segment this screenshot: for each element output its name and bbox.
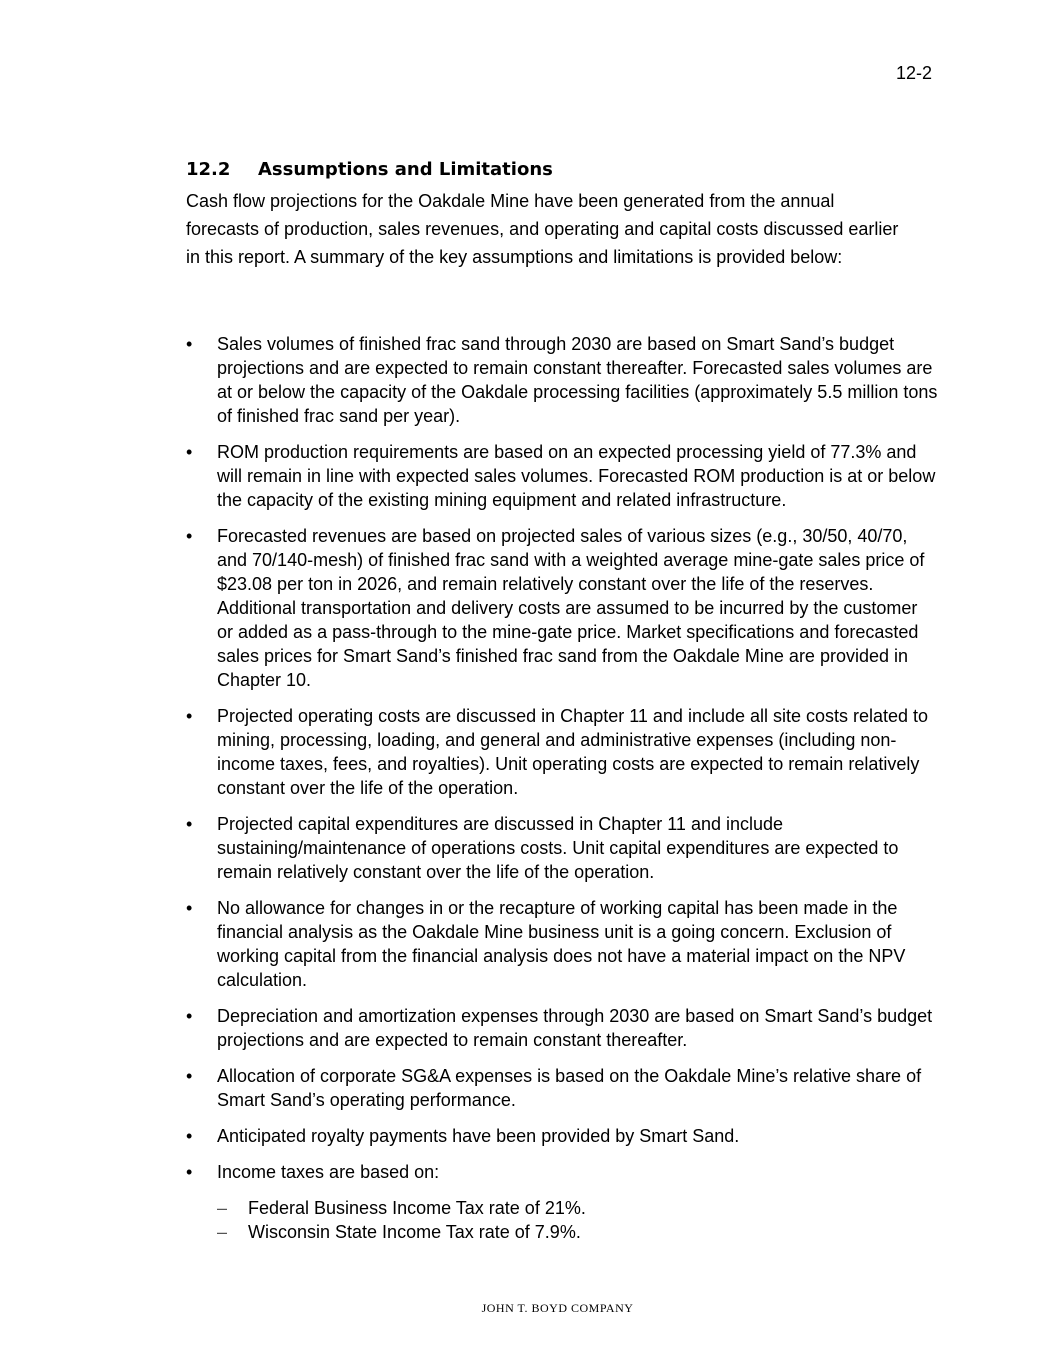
list-item xyxy=(186,524,938,692)
assumptions-list xyxy=(186,332,938,1256)
list-item-text: No allowance for changes in or the recapture of working capital has been made in the financial analysis as the Oakdale Mine business unit is a going concern. Exclusion of working capital from the financial analysis does not have a material impact on the NPV calculation. xyxy=(217,898,906,990)
list-item xyxy=(186,812,938,884)
bullet-icon: • xyxy=(186,814,193,834)
list-item-text: Allocation of corporate SG&A expenses is based on the Oakdale Mine’s relative share of Smart Sand’s operating performance. xyxy=(217,1066,922,1110)
list-item-text: Income taxes are based on: xyxy=(217,1162,440,1182)
list-item xyxy=(186,1064,938,1112)
list-item xyxy=(186,1004,938,1052)
section-number: 12.2 xyxy=(186,159,231,180)
list-item xyxy=(186,1124,938,1148)
section-title: Assumptions and Limitations xyxy=(258,159,553,180)
dash-icon: – xyxy=(217,1222,228,1242)
bullet-icon: • xyxy=(186,706,193,726)
bullet-icon: • xyxy=(186,526,193,546)
list-item xyxy=(186,704,938,800)
income-tax-sublist xyxy=(217,1196,938,1244)
bullet-icon: • xyxy=(186,1006,193,1026)
intro-paragraph: Cash flow projections for the Oakdale Mine have been generated from the annual forecasts of production, sales revenues, and operating and capital costs discussed earlier in this report. A summary of the key assumptions and limitations is provided below: xyxy=(186,191,899,267)
list-item xyxy=(186,896,938,992)
list-item-text: ROM production requirements are based on an expected processing yield of 77.3% and will remain in line with expected sales volumes. Forecasted ROM production is at or below the capacity of the existing mining equipment and related infrastructure. xyxy=(217,442,936,510)
bullet-icon: • xyxy=(186,1066,193,1086)
bullet-icon: • xyxy=(186,442,193,462)
section-heading xyxy=(186,159,553,181)
list-item xyxy=(186,332,938,428)
list-item xyxy=(186,440,938,512)
list-item-text: Sales volumes of finished frac sand through 2030 are based on Smart Sand’s budget projections and are expected to remain constant thereafter. Forecasted sales volumes are at or below the capacity of the Oakdale processing facilities (approximately 5.5 million tons of finished frac sand per year). xyxy=(217,334,938,426)
list-item-text: Anticipated royalty payments have been provided by Smart Sand. xyxy=(217,1126,740,1146)
bullet-icon: • xyxy=(186,898,193,918)
list-item-text: Depreciation and amortization expenses through 2030 are based on Smart Sand’s budget projections and are expected to remain constant thereafter. xyxy=(217,1006,933,1050)
footer-company: JOHN T. BOYD COMPANY xyxy=(481,1301,634,1315)
list-item xyxy=(186,1160,938,1244)
page-number: 12-2 xyxy=(895,63,932,83)
dash-icon: – xyxy=(217,1198,228,1218)
list-item-text: Projected capital expenditures are discussed in Chapter 11 and include sustaining/maintenance of operations costs. Unit capital expenditures are expected to remain relatively constant over the life of the operation. xyxy=(217,814,899,882)
sub-list-item-text: Federal Business Income Tax rate of 21%. xyxy=(248,1198,586,1218)
bullet-icon: • xyxy=(186,334,193,354)
sub-list-item-text: Wisconsin State Income Tax rate of 7.9%. xyxy=(248,1222,581,1242)
list-item-text: Forecasted revenues are based on projected sales of various sizes (e.g., 30/50, 40/70, and 70/140-mesh) of finished frac sand with a weighted average mine-gate sales price of $23.08 per ton in 2026, and remain relatively constant over the life of the reserves. Additional transportation and delivery costs are assumed to be incurred by the customer or added as a pass-through to the mine-gate price. Market specifications and forecasted sales prices for Smart Sand’s finished frac sand from the Oakdale Mine are provided in Chapter 10. xyxy=(217,526,925,690)
sub-list-item xyxy=(217,1220,938,1244)
list-item-text: Projected operating costs are discussed in Chapter 11 and include all site costs related to mining, processing, loading, and general and administrative expenses (including non-income taxes, fees, and royalties). Unit operating costs are expected to remain relatively constant over the life of the operation. xyxy=(217,706,929,798)
sub-list-item xyxy=(217,1196,938,1220)
bullet-icon: • xyxy=(186,1126,193,1146)
bullet-icon: • xyxy=(186,1162,193,1182)
